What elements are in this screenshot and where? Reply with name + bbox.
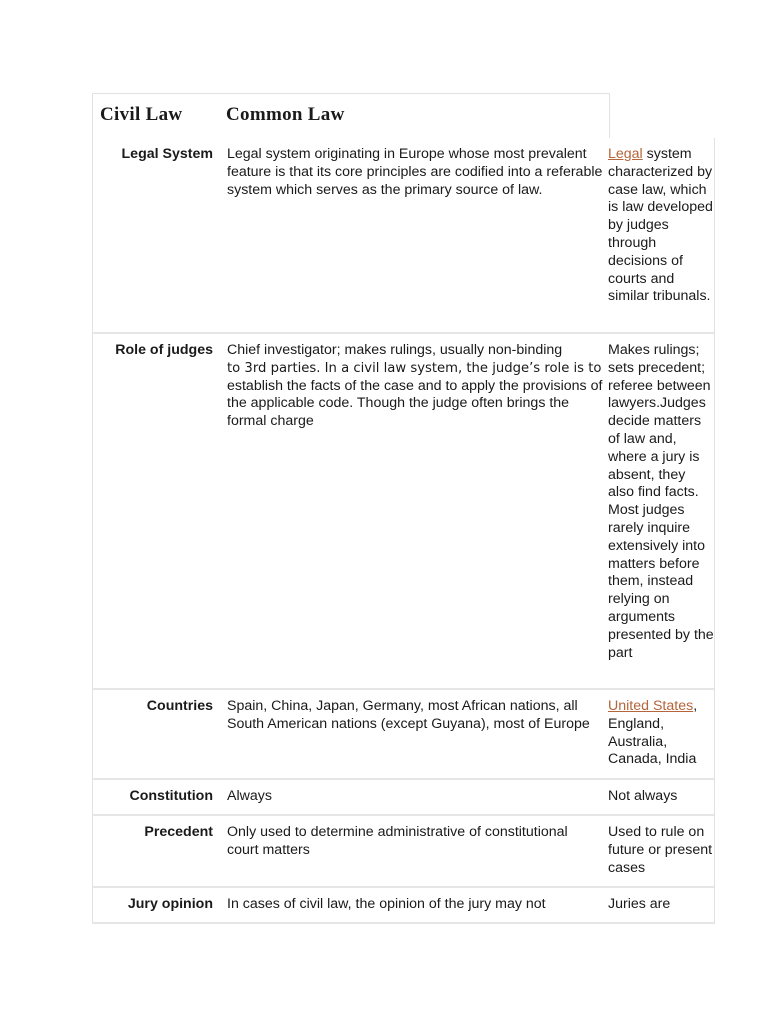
common-cell: Makes rulings; sets precedent; referee between lawyers.Judges decide matters of law and, where a jury is absent, they also find facts. Most judges rarely inquire extensively into matters before them, instead relying on arguments presented by the part <box>608 342 714 661</box>
civil-law-heading: Civil Law <box>100 104 183 125</box>
common-cell: Not always <box>608 788 678 804</box>
row-label: Countries <box>146 698 213 714</box>
table-header <box>92 93 610 138</box>
table-row-role-of-judges <box>92 334 715 690</box>
civil-cell-text: to 3rd parties. In a civil law system, the judge’s role is to <box>227 360 602 376</box>
table-row-legal-system <box>92 138 715 334</box>
row-label: Legal System <box>121 146 213 162</box>
civil-cell: Always <box>227 788 272 804</box>
row-label: Jury opinion <box>127 896 213 912</box>
table-row-precedent <box>92 816 715 888</box>
table-row-constitution <box>92 780 715 816</box>
legal-link[interactable]: Legal <box>608 146 643 162</box>
civil-cell: Only used to determine administrative of constitutional court matters <box>227 824 568 858</box>
common-cell-text: , England, Australia, Canada, India <box>608 698 698 768</box>
civil-cell-text: Chief investigator; makes rulings, usually non-binding <box>227 342 563 358</box>
civil-cell: Legal system originating in Europe whose most prevalent feature is that its core principles are codified into a referable system which serves as the primary source of law. <box>227 146 603 198</box>
civil-cell-text: establish the facts of the case and to apply the provisions of the applicable code. Though the judge often brings the formal charge <box>227 377 603 430</box>
civil-cell: In cases of civil law, the opinion of the jury may not <box>227 896 546 912</box>
row-label: Precedent <box>144 824 213 840</box>
common-cell-text: system characterized by case law, which is law developed by judges through decisions of courts and similar tribunals. <box>608 146 713 305</box>
common-cell <box>608 146 714 306</box>
united-states-link[interactable]: United States <box>608 698 694 714</box>
common-law-heading: Common Law <box>226 104 345 125</box>
civil-cell: Spain, China, Japan, Germany, most African nations, all South American nations (except Guyana), most of Europe <box>227 698 590 732</box>
common-cell: Juries are <box>608 896 671 912</box>
table-row-countries <box>92 690 715 780</box>
common-cell: Used to rule on future or present cases <box>608 824 713 876</box>
row-label: Role of judges <box>115 342 213 358</box>
common-cell <box>608 698 714 769</box>
row-label: Constitution <box>129 788 213 804</box>
table-row-jury-opinion <box>92 888 715 924</box>
comparison-table <box>92 93 715 924</box>
civil-cell <box>227 342 603 431</box>
